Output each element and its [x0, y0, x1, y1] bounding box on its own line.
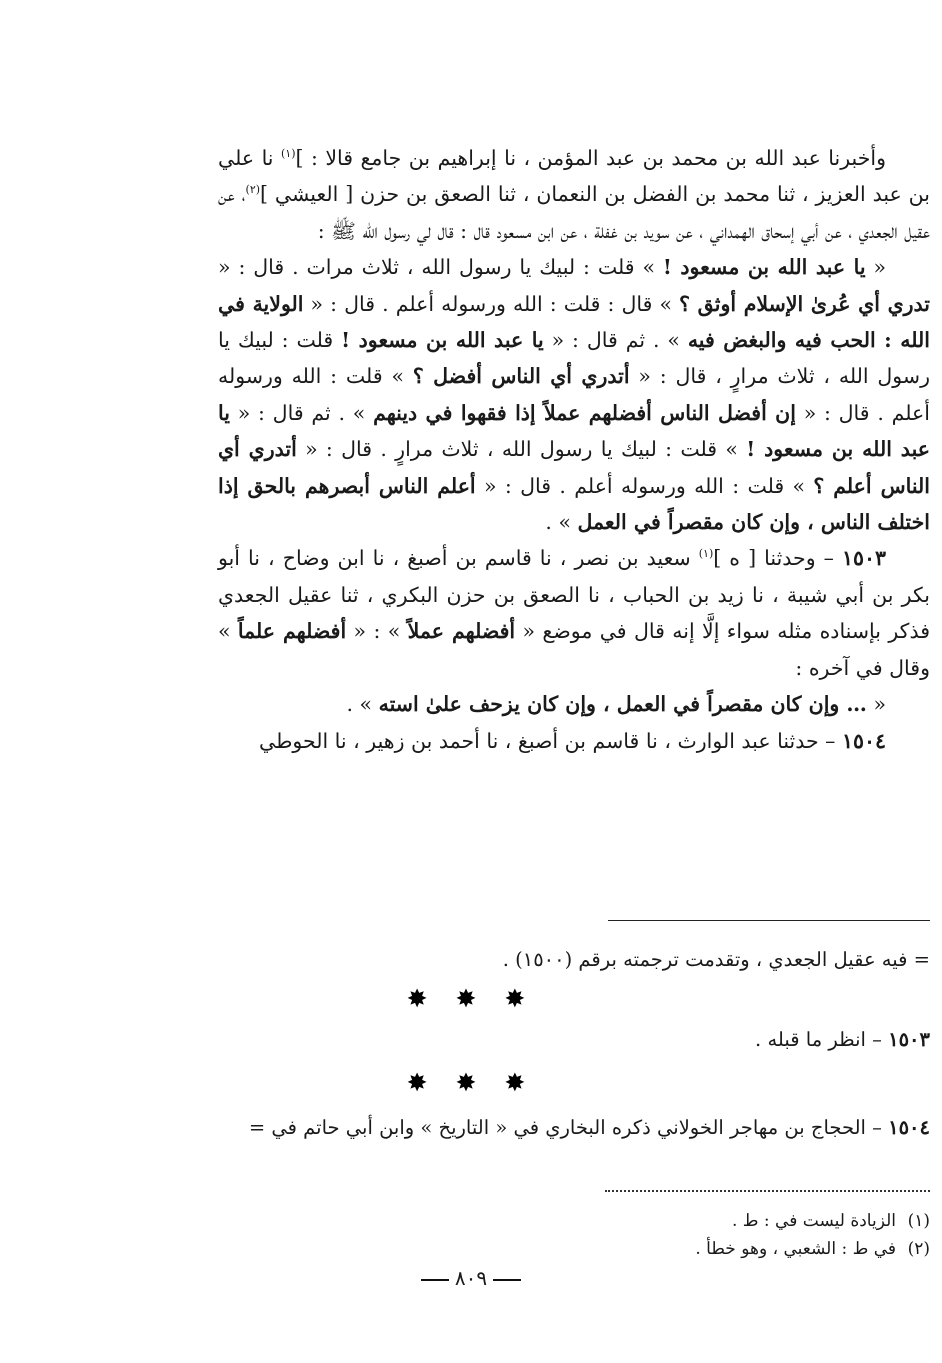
text-run: « [865, 255, 886, 280]
paragraph-isnad [218, 140, 930, 249]
text-run: » قلت : الله ورسوله أعلم . قال : « [218, 364, 930, 425]
star-separator: ✸ ✸ ✸ [406, 1068, 536, 1097]
text-run: » قلت : الله ورسوله أعلم . قال : « [475, 473, 814, 498]
footnote-number: (٢) [907, 1239, 930, 1259]
text-run: » . ثم قال : « [229, 400, 374, 425]
note-text: – انظر ما قبله . [755, 1028, 889, 1051]
text-run: ، عن عقيل الجعدي ، عن أبي إسحاق الهمداني ، عن سويد بن غفلة ، عن ابن مسعود قال : قال لي رسول الله ﷺ : [218, 182, 930, 243]
footnote-1 [218, 1208, 930, 1234]
dash-right [421, 1279, 449, 1281]
text-run: » قلت : لبيك يا رسول الله ، ثلاث مرارٍ . قال : « [296, 437, 747, 462]
text-run: « [866, 692, 886, 717]
text-run: – حدثنا عبد الوارث ، نا قاسم بن أصبغ ، نا أحمد بن زهير ، نا الحوطي [259, 728, 842, 753]
commentary-notes [218, 942, 930, 978]
text-run: قلت : لبيك يا رسول الله ، ثلاث مرارٍ ، قال : « [218, 328, 930, 389]
separator-line [608, 920, 930, 921]
footnote-text: في ط : الشعبي ، وهو خطأ . [695, 1239, 896, 1259]
hadith-bold: أتدري أي الناس أعلم ؟ [218, 437, 930, 498]
footnote-text: الزيادة ليست في : ط . [731, 1211, 896, 1231]
text-run: نا علي بن عبد العزيز ، ثنا محمد بن الفضل بن النعمان ، ثنا الصعق بن حزن [ العيشي ] [218, 146, 930, 207]
footnote-ref: (١) [280, 147, 296, 161]
paragraph-1504 [218, 723, 930, 759]
hadith-bold: … وإن كان مقصراً في العمل ، وإن كان يزحف علىٰ استه [378, 692, 867, 717]
hadith-bold: أفضلهم علماً [237, 619, 347, 644]
text-run: سعيد بن نصر ، نا قاسم بن أصبغ ، نا ابن وضاح ، نا أبو بكر بن أبي شيبة ، نا زيد بن الحباب ، نا الصعق بن حزن البكري ، ثنا عقيل الجعدي فذكر بإسناده مثله سواء إلَّا إنه قال في موضع « [218, 546, 931, 644]
paragraph-1503 [218, 540, 930, 686]
note-1503 [218, 1022, 930, 1058]
text-run: وأخبرنا عبد الله بن محمد بن عبد المؤمن ، نا إبراهيم بن جامع قالا : ] [295, 146, 886, 170]
note-text: – الحجاج بن مهاجر الخولاني ذكره البخاري في « التاريخ » وابن أبي حاتم في = [248, 1116, 889, 1139]
note-number: ١٥٠٤ [888, 1116, 930, 1139]
page-number-text: ٨٠٩ [454, 1266, 488, 1290]
footnote-2 [218, 1236, 930, 1262]
hadith-bold: أتدري أي الناس أفضل ؟ [412, 364, 630, 389]
hadith-number: ١٥٠٤ [841, 728, 886, 753]
paragraph-quote [218, 686, 930, 722]
text-run: » . [346, 692, 379, 717]
page-number [0, 1266, 942, 1290]
note-1504 [218, 1110, 930, 1146]
hadith-bold: يا عبد الله بن مسعود ! [218, 400, 930, 462]
hadith-bold: الولاية في الله : الحب فيه والبغض فيه [218, 291, 930, 353]
text-run: » وقال في آخره : [218, 619, 930, 680]
note-continued: = فيه عقيل الجعدي ، وتقدمت ترجمته برقم (١٥٠٠) . [502, 948, 930, 971]
main-text [218, 140, 930, 759]
footnote-number: (١) [907, 1211, 930, 1231]
text-run: » . ثم قال : « [543, 328, 688, 353]
text-run: » قلت : لبيك يا رسول الله ، ثلاث مرات . قال : « [218, 255, 663, 280]
star-separator: ✸ ✸ ✸ [406, 984, 536, 1013]
hadith-bold: أعلم الناس أبصرهم بالحق إذا اختلف الناس ، وإن كان مقصراً في العمل [218, 473, 930, 535]
note-number: ١٥٠٣ [888, 1028, 930, 1051]
text-run: – وحدثنا [ ه ] [713, 546, 842, 571]
footnote-ref: (١) [698, 547, 714, 561]
hadith-bold: إن أفضل الناس أفضلهم عملاً إذا فقهوا في دينهم [373, 400, 796, 425]
hadith-number: ١٥٠٣ [841, 546, 886, 571]
dash-left [493, 1279, 521, 1281]
footnote-divider [605, 1190, 930, 1192]
footnote-ref: (٢) [245, 183, 261, 197]
hadith-bold: تدري أي عُرىٰ الإسلام أوثق ؟ [679, 291, 930, 316]
paragraph-hadith [218, 249, 930, 540]
text-run: » : « [346, 619, 408, 644]
hadith-bold: يا عبد الله بن مسعود ! [662, 255, 866, 280]
text-run: » . [545, 510, 578, 535]
text-run: » قال : قلت : الله ورسوله أعلم . قال : « [303, 291, 680, 316]
hadith-bold: يا عبد الله بن مسعود ! [341, 328, 544, 353]
hadith-bold: أفضلهم عملاً [407, 619, 516, 644]
